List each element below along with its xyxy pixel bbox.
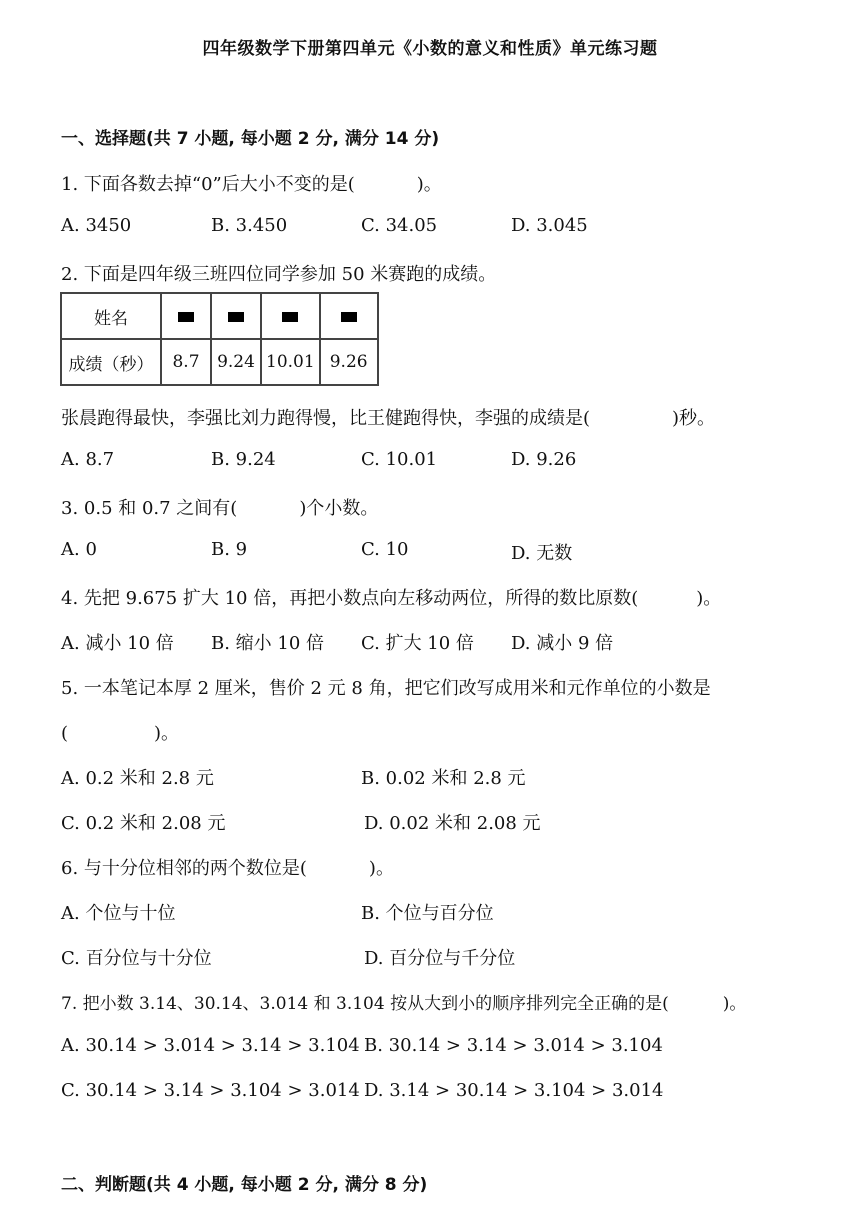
option-a[interactable]: A. 个位与十位 (61, 903, 176, 924)
question-6 (61, 854, 394, 880)
redaction-mark (228, 312, 244, 322)
option-b[interactable]: B. 3.450 (211, 215, 288, 236)
question-stem: ( (61, 723, 69, 744)
option-b[interactable]: B. 9 (211, 539, 248, 560)
question-stem: 7. 把小数 3.14、30.14、3.014 和 3.104 按从大到小的顺序排列完全正确的是( (61, 994, 669, 1014)
option-b[interactable]: B. 个位与百分位 (361, 903, 494, 924)
option-d[interactable]: D. 0.02 米和 2.08 元 (364, 813, 541, 834)
option-a[interactable]: A. 8.7 (61, 449, 115, 470)
question-stem: )秒。 (672, 408, 716, 429)
option-c[interactable]: C. 扩大 10 倍 (361, 633, 474, 654)
option-a[interactable]: A. 3450 (61, 215, 132, 236)
option-b[interactable]: B. 9.24 (211, 449, 276, 470)
redacted-name-cell (211, 293, 261, 339)
table-header: 姓名 (61, 293, 161, 339)
question-stem: 1. 下面各数去掉“0”后大小不变的是( (61, 174, 355, 195)
question-stem: 4. 先把 9.675 扩大 10 倍，再把小数点向左移动两位，所得的数比原数( (61, 588, 639, 609)
question-7 (61, 989, 746, 1014)
option-c[interactable]: C. 10.01 (361, 449, 438, 470)
option-b[interactable]: B. 0.02 米和 2.8 元 (361, 768, 526, 789)
table-row (61, 293, 378, 339)
question-2: 2. 下面是四年级三班四位同学参加 50 米赛跑的成绩。 (61, 264, 497, 285)
table-header: 成绩（秒） (61, 339, 161, 385)
table-row (61, 339, 378, 385)
option-c[interactable]: C. 34.05 (361, 215, 438, 236)
redaction-mark (341, 312, 357, 322)
question-stem: )。 (154, 723, 180, 744)
question-stem: )。 (722, 994, 747, 1014)
option-d[interactable]: D. 3.045 (511, 215, 588, 236)
question-2-stem (61, 404, 715, 430)
question-stem: )。 (368, 858, 394, 879)
option-d[interactable]: D. 无数 (511, 543, 573, 564)
question-stem: )个小数。 (299, 498, 379, 519)
option-a[interactable]: A. 减小 10 倍 (61, 633, 174, 654)
question-stem: 3. 0.5 和 0.7 之间有( (61, 498, 238, 519)
question-stem: 张晨跑得最快，李强比刘力跑得慢，比王健跑得快，李强的成绩是( (61, 408, 591, 429)
question-1 (61, 170, 442, 196)
score-cell: 10.01 (261, 339, 320, 385)
score-cell: 8.7 (161, 339, 211, 385)
score-cell: 9.24 (211, 339, 261, 385)
section-heading-choice: 一、选择题(共 7 小题, 每小题 2 分, 满分 14 分) (61, 129, 440, 149)
question-stem: )。 (416, 174, 442, 195)
redacted-name-cell (320, 293, 378, 339)
option-c[interactable]: C. 10 (361, 539, 409, 560)
score-table (60, 292, 379, 386)
question-5-blank-line (61, 719, 179, 745)
question-stem: 6. 与十分位相邻的两个数位是( (61, 858, 307, 879)
option-a[interactable]: A. 0.2 米和 2.8 元 (61, 768, 214, 789)
question-3 (61, 494, 378, 520)
option-b[interactable]: B. 30.14 > 3.14 > 3.014 > 3.104 (364, 1035, 663, 1056)
question-5: 5. 一本笔记本厚 2 厘米，售价 2 元 8 角，把它们改写成用米和元作单位的小数是 (61, 678, 711, 699)
option-a[interactable]: A. 0 (61, 539, 97, 560)
question-4 (61, 584, 721, 610)
page-title: 四年级数学下册第四单元《小数的意义和性质》单元练习题 (202, 39, 658, 59)
question-stem: )。 (696, 588, 722, 609)
option-d[interactable]: D. 减小 9 倍 (511, 633, 614, 654)
option-c[interactable]: C. 30.14 > 3.14 > 3.104 > 3.014 (61, 1080, 360, 1101)
score-cell: 9.26 (320, 339, 378, 385)
option-a[interactable]: A. 30.14 > 3.014 > 3.14 > 3.104 (61, 1035, 360, 1056)
option-d[interactable]: D. 百分位与千分位 (364, 948, 516, 969)
option-b[interactable]: B. 缩小 10 倍 (211, 633, 325, 654)
option-c[interactable]: C. 百分位与十分位 (61, 948, 212, 969)
option-c[interactable]: C. 0.2 米和 2.08 元 (61, 813, 226, 834)
option-d[interactable]: D. 9.26 (511, 449, 577, 470)
section-heading-judgement: 二、判断题(共 4 小题, 每小题 2 分, 满分 8 分) (61, 1175, 428, 1195)
option-d[interactable]: D. 3.14 > 30.14 > 3.104 > 3.014 (364, 1080, 664, 1101)
redacted-name-cell (161, 293, 211, 339)
redacted-name-cell (261, 293, 320, 339)
redaction-mark (282, 312, 298, 322)
redaction-mark (178, 312, 194, 322)
